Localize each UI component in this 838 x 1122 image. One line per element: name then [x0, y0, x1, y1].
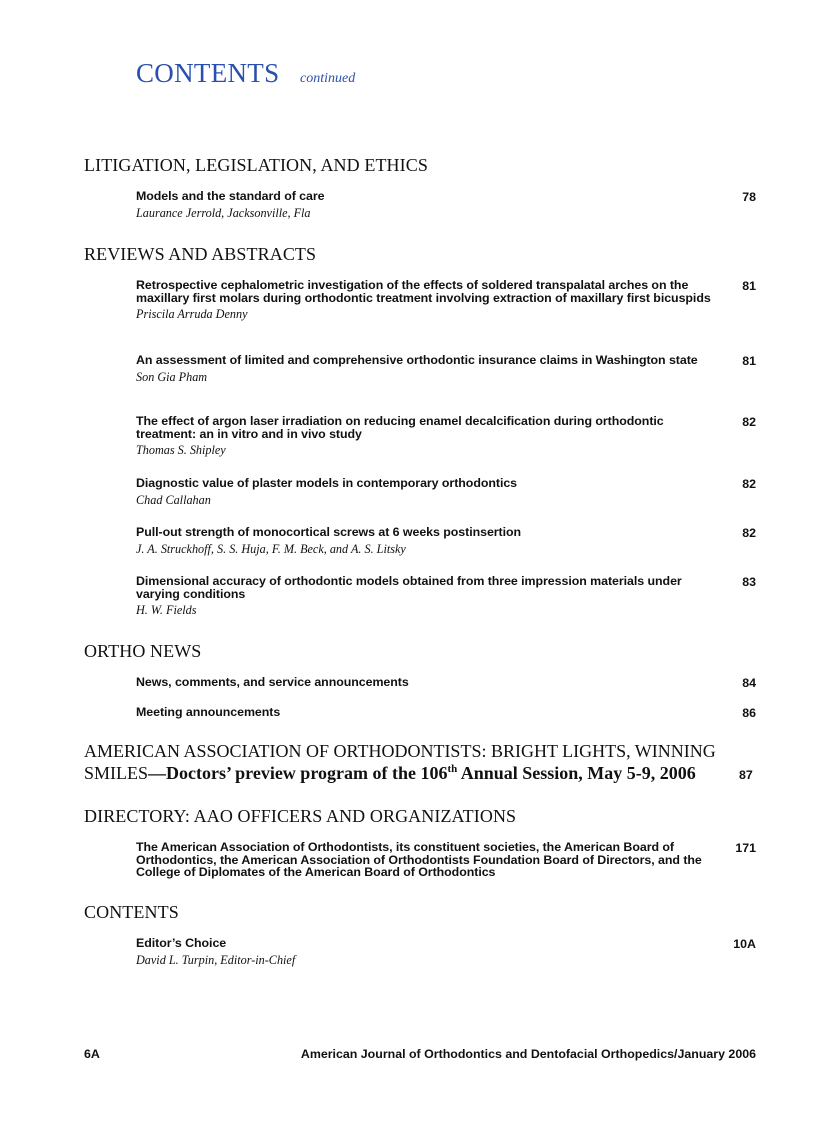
entry-author: Chad Callahan [136, 492, 211, 507]
toc-entry[interactable] [136, 937, 756, 968]
entry-title[interactable]: News, comments, and service announcements [136, 675, 409, 689]
entry-page: 171 [735, 841, 756, 855]
entry-author: Priscila Arruda Denny [136, 307, 248, 322]
entry-title[interactable]: The American Association of Orthodontists, its constituent societies, the American Board of Orthodontics, the American Association of Orthodontists Foundation Board of Directors, and the College of Diplomates of the American Board of Orthodontics [136, 840, 702, 880]
footer-page-number: 6A [84, 1047, 100, 1061]
entry-title[interactable]: Dimensional accuracy of orthodontic models obtained from three impression materials under varying conditions [136, 574, 682, 601]
entry-page: 81 [742, 279, 756, 293]
toc-entry[interactable] [136, 676, 756, 689]
section-heading-aao-line2[interactable] [84, 763, 696, 784]
entry-page: 83 [742, 575, 756, 589]
footer-journal: American Journal of Orthodontics and Dentofacial Orthopedics/January 2006 [300, 1047, 756, 1061]
section-heading-aao-line1: AMERICAN ASSOCIATION OF ORTHODONTISTS: BRIGHT LIGHTS, WINNING [84, 741, 716, 761]
entry-page: 82 [742, 415, 756, 429]
toc-entry[interactable] [136, 354, 756, 385]
toc-entry[interactable] [136, 279, 756, 322]
entry-page: 86 [742, 706, 756, 720]
aao-heading-sup: th [447, 763, 458, 775]
entry-title[interactable]: An assessment of limited and comprehensive orthodontic insurance claims in Washington state [136, 353, 698, 367]
toc-entry[interactable] [136, 190, 756, 221]
entry-author: David L. Turpin, Editor-in-Chief [136, 952, 296, 967]
toc-entry[interactable] [136, 841, 756, 879]
entry-author: Laurance Jerrold, Jacksonville, Fla [136, 205, 311, 220]
aao-heading-bold-a: —Doctors’ preview program of the 106 [148, 763, 448, 783]
toc-entry[interactable] [136, 415, 756, 458]
section-heading-ortho-news: ORTHO NEWS [84, 641, 202, 661]
toc-entry[interactable] [136, 575, 756, 618]
entry-author: Son Gia Pham [136, 369, 208, 384]
entry-page: 84 [742, 676, 756, 690]
entry-author: J. A. Struckhoff, S. S. Huja, F. M. Beck, and A. S. Litsky [136, 541, 406, 556]
entry-title[interactable]: Meeting announcements [136, 705, 281, 719]
entry-page: 87 [739, 768, 753, 782]
entry-page: 82 [742, 477, 756, 491]
entry-title[interactable]: Editor’s Choice [136, 936, 227, 950]
entry-page: 10A [733, 937, 756, 951]
entry-page: 82 [742, 526, 756, 540]
entry-title[interactable]: Retrospective cephalometric investigation of the effects of soldered transpalatal arches on the maxillary first molars during orthodontic treatment involving extraction of maxillary first bicuspids [136, 278, 711, 305]
section-heading-reviews: REVIEWS AND ABSTRACTS [84, 244, 317, 264]
page-title: CONTENTS [136, 58, 280, 88]
entry-author: H. W. Fields [136, 603, 197, 618]
entry-author: Thomas S. Shipley [136, 443, 226, 458]
section-heading-contents: CONTENTS [84, 902, 179, 922]
entry-page: 78 [742, 190, 756, 204]
entry-title[interactable]: Diagnostic value of plaster models in contemporary orthodontics [136, 476, 518, 490]
entry-title[interactable]: The effect of argon laser irradiation on reducing enamel decalcification during orthodontic treatment: an in vitro and in vivo study [136, 414, 664, 441]
section-heading-litigation: LITIGATION, LEGISLATION, AND ETHICS [84, 155, 428, 175]
aao-heading-plain: SMILES [84, 763, 149, 783]
entry-title[interactable]: Models and the standard of care [136, 189, 325, 203]
entry-page: 81 [742, 354, 756, 368]
entry-title[interactable]: Pull-out strength of monocortical screws at 6 weeks postinsertion [136, 525, 522, 539]
aao-heading-bold-b: Annual Session, May 5-9, 2006 [457, 763, 696, 783]
page-subtitle: continued [300, 71, 356, 86]
toc-entry[interactable] [136, 526, 756, 557]
toc-entry[interactable] [136, 706, 756, 719]
toc-entry[interactable] [136, 477, 756, 508]
section-heading-directory: DIRECTORY: AAO OFFICERS AND ORGANIZATIONS [84, 806, 517, 826]
